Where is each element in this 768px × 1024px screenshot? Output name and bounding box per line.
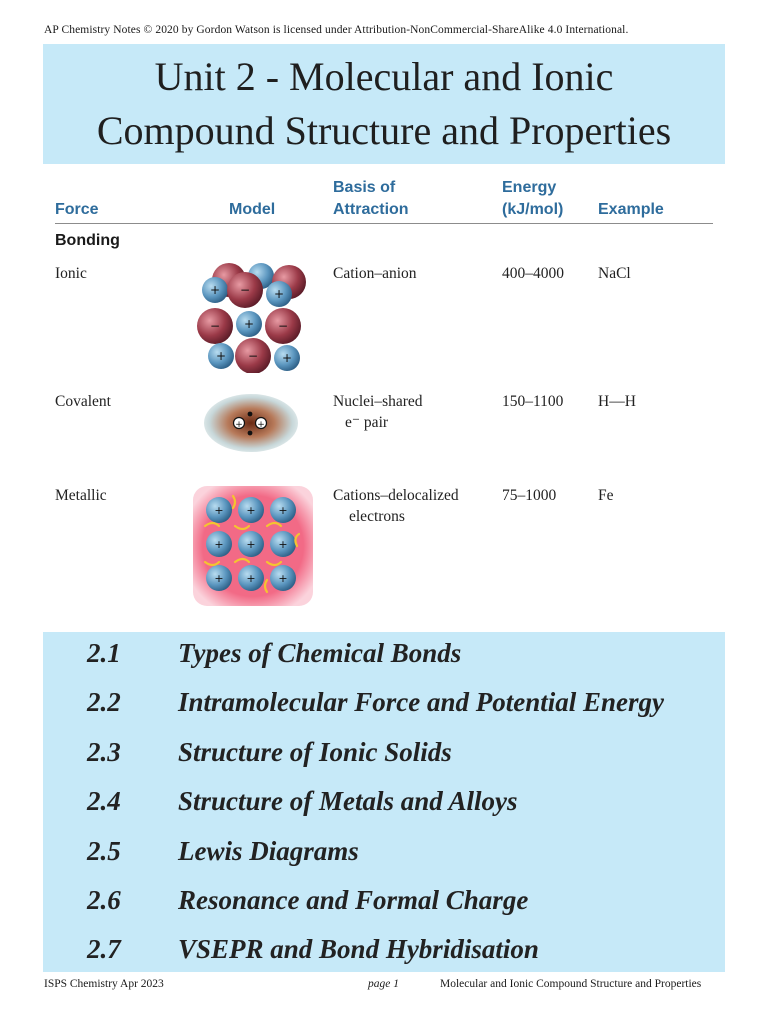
header-basis-1: Basis of	[333, 179, 396, 196]
topic-title: Structure of Metals and Alloys	[178, 786, 518, 816]
svg-text:−: −	[239, 283, 251, 297]
section-bonding: Bonding	[55, 232, 120, 249]
header-energy-1: Energy	[502, 179, 557, 196]
topic-item	[43, 836, 725, 880]
svg-text:+: +	[278, 504, 288, 517]
svg-text:+: +	[273, 287, 285, 301]
header-energy-2: (kJ/mol)	[502, 201, 564, 218]
topic-item	[43, 885, 725, 929]
row-covalent-example: H—H	[598, 393, 636, 410]
topic-item	[43, 687, 725, 731]
header-model: Model	[229, 201, 276, 218]
svg-text:−: −	[247, 349, 259, 363]
title-banner	[43, 44, 725, 164]
row-covalent-basis-2: e⁻ pair	[345, 414, 389, 431]
svg-text:+: +	[214, 572, 224, 585]
svg-text:−: −	[277, 319, 289, 333]
ionic-lattice-model	[193, 258, 313, 373]
svg-text:+: +	[214, 504, 224, 517]
topic-title: Intramolecular Force and Potential Energy	[178, 687, 665, 717]
topic-title: Structure of Ionic Solids	[178, 737, 452, 767]
topic-item	[43, 638, 725, 682]
header-divider	[55, 223, 713, 224]
row-metallic-basis-1: Cations–delocalized	[333, 487, 459, 504]
topic-number: 2.5	[87, 836, 121, 866]
svg-text:+: +	[246, 538, 256, 551]
covalent-bond-model	[201, 392, 301, 454]
title-line-2: Compound Structure and Properties	[96, 108, 672, 153]
footer-course: ISPS Chemistry Apr 2023	[44, 978, 164, 990]
topic-item	[43, 737, 725, 781]
row-ionic-force: Ionic	[55, 265, 87, 282]
title-line-1: Unit 2 - Molecular and Ionic	[154, 54, 614, 99]
svg-text:+: +	[246, 572, 256, 585]
topic-title: Lewis Diagrams	[178, 836, 359, 866]
topic-item	[43, 934, 725, 978]
header-example: Example	[598, 201, 664, 218]
topic-title: Types of Chemical Bonds	[178, 638, 462, 668]
topic-number: 2.2	[87, 687, 121, 717]
topic-number: 2.7	[87, 934, 121, 964]
svg-text:+: +	[214, 538, 224, 551]
svg-text:+: +	[281, 351, 293, 365]
topic-title: Resonance and Formal Charge	[178, 885, 529, 915]
header-force: Force	[55, 201, 99, 218]
svg-text:+: +	[246, 504, 256, 517]
row-covalent-force: Covalent	[55, 393, 111, 410]
footer-unit-title: Molecular and Ionic Compound Structure and Properties	[440, 978, 702, 990]
row-metallic-force: Metallic	[55, 487, 107, 504]
header-basis-2: Attraction	[333, 201, 409, 218]
svg-text:+: +	[257, 420, 265, 430]
topic-item	[43, 786, 725, 830]
svg-text:+: +	[215, 349, 227, 363]
topic-number: 2.3	[87, 737, 121, 767]
topic-number: 2.1	[87, 638, 121, 668]
topic-number: 2.6	[87, 885, 121, 915]
topic-number: 2.4	[87, 786, 121, 816]
row-ionic-basis: Cation–anion	[333, 265, 417, 282]
row-ionic-example: NaCl	[598, 265, 631, 282]
footer-page-number: page 1	[368, 978, 399, 990]
row-metallic-energy: 75–1000	[502, 487, 557, 504]
svg-text:+: +	[278, 572, 288, 585]
svg-text:+: +	[235, 420, 243, 430]
svg-text:+: +	[243, 317, 255, 331]
row-ionic-energy: 400–4000	[502, 265, 564, 282]
metallic-bond-model	[191, 484, 315, 608]
row-covalent-basis-1: Nuclei–shared	[333, 393, 423, 410]
row-metallic-basis-2: electrons	[349, 508, 405, 525]
topic-title: VSEPR and Bond Hybridisation	[178, 934, 539, 964]
svg-text:−: −	[209, 319, 221, 333]
row-metallic-example: Fe	[598, 487, 614, 504]
license-notice: AP Chemistry Notes © 2020 by Gordon Watson is licensed under Attribution-NonCommercial-ShareAlike 4.0 International.	[44, 24, 629, 36]
svg-text:+: +	[209, 283, 221, 297]
svg-text:+: +	[278, 538, 288, 551]
bonding-table-figure	[43, 170, 725, 615]
row-covalent-energy: 150–1100	[502, 393, 564, 410]
topic-list	[43, 632, 725, 972]
